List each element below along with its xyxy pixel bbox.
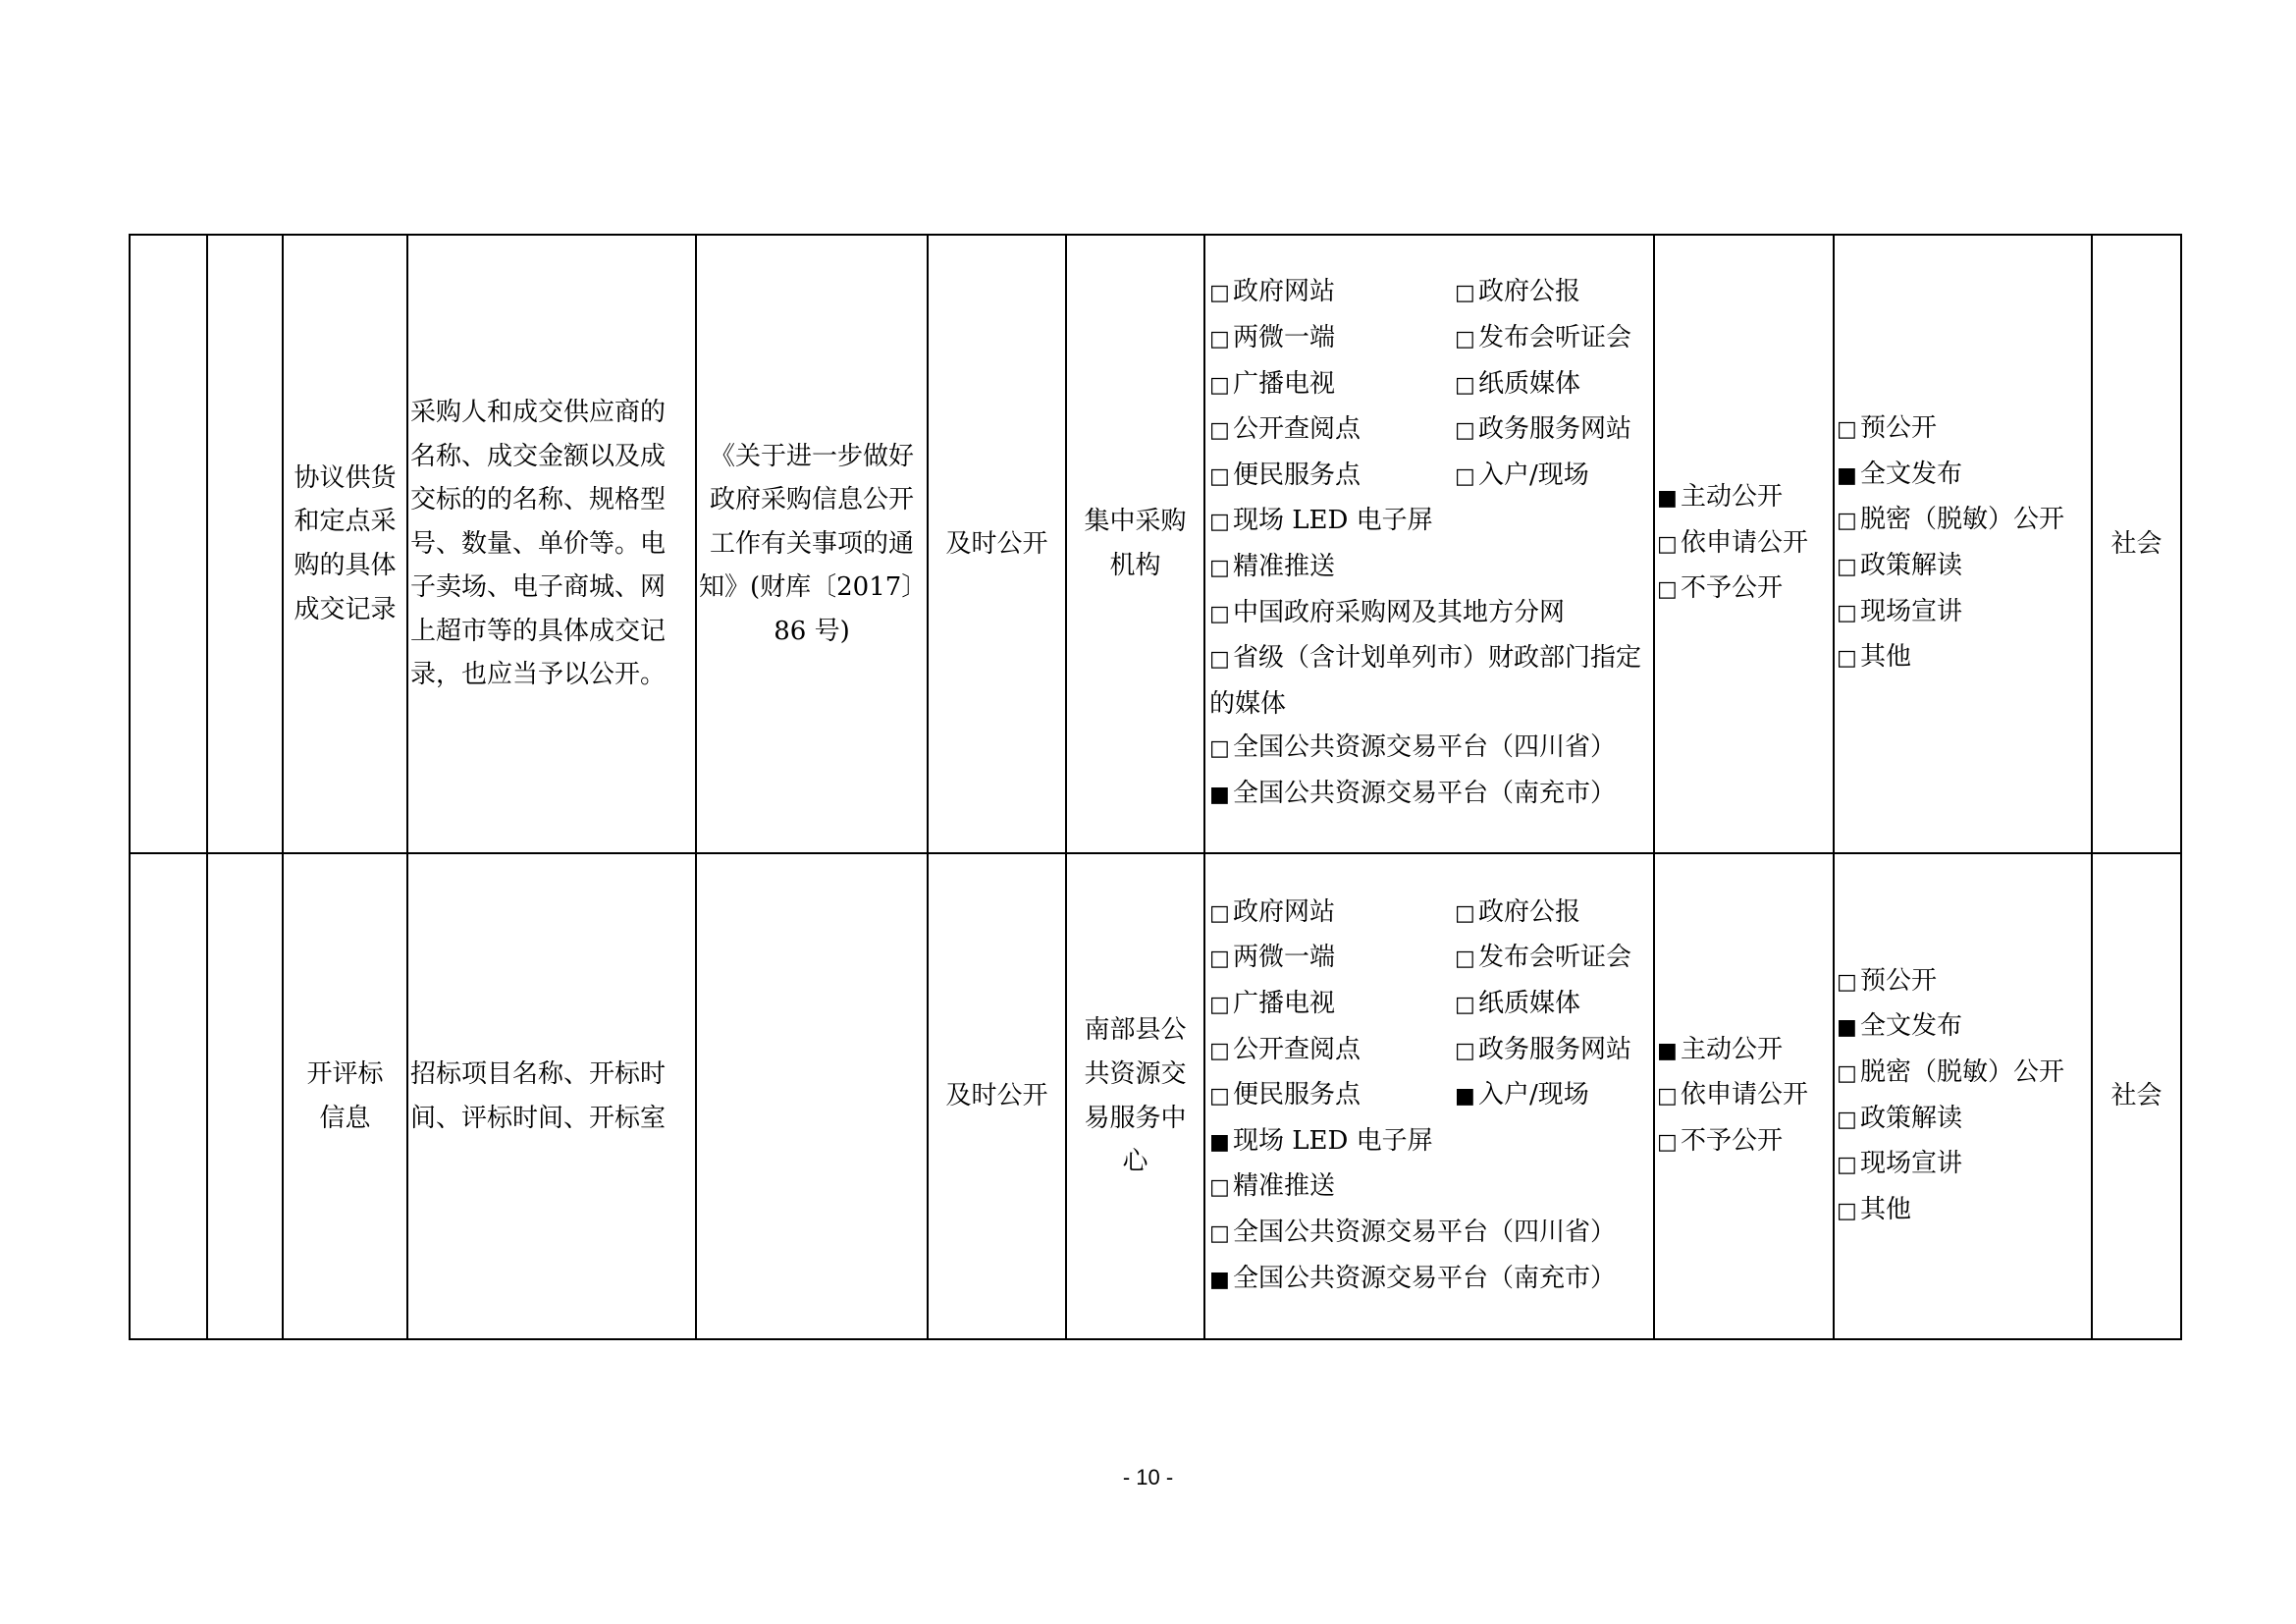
item-cell-line: 成交记录 <box>294 594 397 624</box>
unchecked-box-icon: □ <box>1837 1107 1857 1132</box>
checkbox-option <box>1455 316 1651 362</box>
checkbox-option <box>1837 959 2089 1005</box>
checkbox-option <box>1209 1119 1651 1165</box>
checkbox-option <box>1455 362 1651 408</box>
option-label: 发布会听证会 <box>1478 943 1632 973</box>
unchecked-box-icon: □ <box>1837 1198 1857 1223</box>
option-label: 政务服务网站 <box>1478 1034 1632 1064</box>
unchecked-box-icon: □ <box>1455 418 1475 444</box>
unchecked-box-icon: □ <box>1455 372 1475 398</box>
checkbox-option <box>1209 1257 1651 1303</box>
checkbox-option <box>1209 982 1455 1028</box>
channels-cell <box>1204 853 1654 1339</box>
disclosure-table <box>129 234 2182 1340</box>
option-label: 政府公报 <box>1478 896 1581 927</box>
item-cell-line: 信息 <box>319 1103 371 1133</box>
checkbox-option <box>1657 1073 1831 1119</box>
option-label: 政策解读 <box>1860 551 1963 580</box>
option-label: 全文发布 <box>1860 459 1963 489</box>
content-cell-line: 采购人和成交供应商的 <box>410 397 667 427</box>
content-cell-line: 间、评标时间、开标室 <box>410 1103 667 1133</box>
content-cell-line: 子卖场、电子商城、网 <box>410 572 667 603</box>
unchecked-box-icon: □ <box>1657 1129 1678 1155</box>
unchecked-box-icon: □ <box>1837 555 1857 579</box>
mode-cell-list <box>1657 475 1831 613</box>
checkbox-option <box>1837 406 2089 453</box>
subcategory-cell <box>207 235 283 853</box>
option-label: 依申请公开 <box>1681 1080 1809 1110</box>
mode-cell <box>1654 235 1834 853</box>
unchecked-box-icon: □ <box>1455 900 1475 926</box>
checkbox-option <box>1209 726 1651 772</box>
checkbox-option <box>1455 407 1651 454</box>
unchecked-box-icon: □ <box>1455 947 1475 972</box>
option-label: 主动公开 <box>1681 482 1784 513</box>
checked-box-icon: ■ <box>1209 1267 1230 1292</box>
checkbox-option <box>1209 1073 1455 1119</box>
unchecked-box-icon: □ <box>1209 463 1230 489</box>
content-cell-line: 名称、成交金额以及成 <box>410 441 667 471</box>
unchecked-box-icon: □ <box>1209 327 1230 352</box>
table-row <box>130 853 2181 1339</box>
option-label: 其他 <box>1860 1194 1912 1224</box>
checkbox-option <box>1455 270 1651 316</box>
option-label: 全文发布 <box>1860 1011 1963 1042</box>
unchecked-box-icon: □ <box>1837 646 1857 672</box>
checkbox-option <box>1657 567 1831 613</box>
option-label: 政府网站 <box>1233 896 1336 927</box>
subject-cell-line: 机构 <box>1109 551 1161 580</box>
unchecked-box-icon: □ <box>1209 1175 1230 1201</box>
option-label: 政策解读 <box>1860 1103 1963 1133</box>
option-label: 广播电视 <box>1233 989 1336 1019</box>
checkbox-option <box>1209 891 1455 937</box>
option-label: 不予公开 <box>1681 1125 1784 1156</box>
checkbox-option <box>1209 1028 1455 1074</box>
option-label: 脱密（脱敏）公开 <box>1860 505 2065 535</box>
content-cell-line: 交标的的名称、规格型 <box>410 485 667 515</box>
checkbox-option <box>1837 544 2089 590</box>
subject-cell-line: 南部县公 <box>1084 1015 1187 1046</box>
unchecked-box-icon: □ <box>1209 1084 1230 1110</box>
checkbox-option <box>1209 270 1455 316</box>
option-label: 脱密（脱敏）公开 <box>1860 1056 2065 1087</box>
checked-box-icon: ■ <box>1209 1129 1230 1155</box>
form-cell-list <box>1837 959 2089 1234</box>
item-cell-line: 和定点采 <box>294 507 397 537</box>
checkbox-option <box>1209 1211 1651 1257</box>
option-label: 公开查阅点 <box>1233 414 1362 445</box>
subject-cell <box>1066 235 1204 853</box>
subject-cell-line: 心 <box>1122 1147 1148 1177</box>
option-label: 全国公共资源交易平台（南充市） <box>1233 1263 1617 1293</box>
checkbox-option <box>1837 453 2089 499</box>
content-cell-line: 录，也应当予以公开。 <box>410 660 667 690</box>
channels-cell-list <box>1207 270 1651 817</box>
checkbox-option <box>1455 936 1651 982</box>
checkbox-option <box>1455 454 1651 500</box>
content-cell-line: 上超市等的具体成交记 <box>410 616 667 646</box>
unchecked-box-icon: □ <box>1209 281 1230 306</box>
timing-cell-line: 及时公开 <box>945 1081 1048 1111</box>
unchecked-box-icon: □ <box>1209 736 1230 762</box>
item-cell-line: 开评标 <box>306 1058 384 1089</box>
subject-cell-line: 共资源交 <box>1084 1058 1187 1089</box>
checkbox-option <box>1209 362 1455 408</box>
subject-cell <box>1066 853 1204 1339</box>
unchecked-box-icon: □ <box>1837 1060 1857 1086</box>
checkbox-option <box>1209 454 1455 500</box>
checkbox-option <box>1209 1164 1651 1211</box>
unchecked-box-icon: □ <box>1837 969 1857 995</box>
option-label: 政府公报 <box>1478 277 1581 307</box>
unchecked-box-icon: □ <box>1209 556 1230 580</box>
mode-cell <box>1654 853 1834 1339</box>
checkbox-option <box>1837 1097 2089 1143</box>
option-label: 便民服务点 <box>1233 1080 1362 1110</box>
item-cell-line: 协议供货 <box>294 462 397 493</box>
option-label: 便民服务点 <box>1233 460 1362 490</box>
option-label: 预公开 <box>1860 413 1938 444</box>
unchecked-box-icon: □ <box>1209 510 1230 535</box>
checkbox-option <box>1837 590 2089 636</box>
option-label: 精准推送 <box>1233 1171 1336 1202</box>
option-label: 不予公开 <box>1681 573 1784 604</box>
option-label: 政府网站 <box>1233 277 1336 307</box>
unchecked-box-icon: □ <box>1209 601 1230 626</box>
form-cell-list <box>1837 406 2089 681</box>
unchecked-box-icon: □ <box>1209 647 1230 673</box>
option-label: 预公开 <box>1860 965 1938 996</box>
checkbox-option <box>1837 1142 2089 1188</box>
unchecked-box-icon: □ <box>1209 372 1230 398</box>
checkbox-option <box>1837 635 2089 681</box>
option-label: 公开查阅点 <box>1233 1034 1362 1064</box>
unchecked-box-icon: □ <box>1837 1153 1857 1178</box>
subject-cell-line: 易服务中 <box>1084 1103 1187 1133</box>
option-label: 现场宣讲 <box>1860 596 1963 626</box>
checkbox-option <box>1657 521 1831 568</box>
checkbox-option <box>1455 1073 1651 1119</box>
checkbox-option <box>1209 499 1651 545</box>
item-cell <box>283 853 407 1339</box>
checkbox-option <box>1455 1028 1651 1074</box>
checkbox-option <box>1837 498 2089 544</box>
option-label: 中国政府采购网及其地方分网 <box>1233 597 1566 627</box>
unchecked-box-icon: □ <box>1455 993 1475 1018</box>
basis-cell-line: 86 号) <box>774 616 850 646</box>
checkbox-option <box>1209 772 1651 818</box>
unchecked-box-icon: □ <box>1209 418 1230 444</box>
checkbox-option <box>1209 407 1455 454</box>
checkbox-option <box>1455 982 1651 1028</box>
unchecked-box-icon: □ <box>1455 1038 1475 1063</box>
form-cell <box>1834 235 2092 853</box>
checkbox-option <box>1209 316 1455 362</box>
option-label: 政务服务网站 <box>1478 414 1632 445</box>
form-cell <box>1834 853 2092 1339</box>
mode-cell-list <box>1657 1028 1831 1165</box>
unchecked-box-icon: □ <box>1657 531 1678 557</box>
option-label: 依申请公开 <box>1681 527 1809 558</box>
item-cell-line: 购的具体 <box>294 551 397 580</box>
option-label: 全国公共资源交易平台（南充市） <box>1233 778 1617 808</box>
page-number: - 10 - <box>1122 1465 1174 1489</box>
content-cell <box>407 853 696 1339</box>
checkbox-option <box>1209 545 1651 591</box>
unchecked-box-icon: □ <box>1209 947 1230 972</box>
option-label: 精准推送 <box>1233 552 1336 581</box>
option-label: 广播电视 <box>1233 368 1336 399</box>
unchecked-box-icon: □ <box>1455 281 1475 306</box>
checkbox-option <box>1209 936 1455 982</box>
audience-cell-line: 社会 <box>2110 528 2163 559</box>
unchecked-box-icon: □ <box>1837 417 1857 443</box>
audience-cell <box>2092 235 2181 853</box>
option-label: 入户/现场 <box>1478 1080 1589 1110</box>
option-label: 纸质媒体 <box>1478 989 1581 1019</box>
item-cell <box>283 235 407 853</box>
option-label: 现场 LED 电子屏 <box>1233 1125 1433 1156</box>
unchecked-box-icon: □ <box>1657 1084 1678 1110</box>
checked-box-icon: ■ <box>1657 1038 1678 1063</box>
unchecked-box-icon: □ <box>1209 1038 1230 1063</box>
category-cell <box>130 853 207 1339</box>
basis-cell-line: 政府采购信息公开 <box>709 485 914 515</box>
unchecked-box-icon: □ <box>1209 1220 1230 1246</box>
checked-box-icon: ■ <box>1837 462 1857 488</box>
option-label: 主动公开 <box>1681 1034 1784 1064</box>
basis-cell-line: 工作有关事项的通 <box>709 528 914 559</box>
basis-cell <box>696 235 928 853</box>
category-cell <box>130 235 207 853</box>
option-label: 其他 <box>1860 642 1912 673</box>
option-label: 全国公共资源交易平台（四川省） <box>1233 1217 1617 1247</box>
unchecked-box-icon: □ <box>1455 327 1475 352</box>
checked-box-icon: ■ <box>1837 1015 1857 1041</box>
audience-cell-line: 社会 <box>2110 1081 2163 1111</box>
option-label: 两微一端 <box>1233 943 1336 973</box>
checkbox-option <box>1837 1051 2089 1097</box>
checkbox-option <box>1657 475 1831 521</box>
timing-cell <box>928 235 1066 853</box>
unchecked-box-icon: □ <box>1209 993 1230 1018</box>
content-cell <box>407 235 696 853</box>
option-label: 现场 LED 电子屏 <box>1233 506 1433 536</box>
subcategory-cell <box>207 853 283 1339</box>
checked-box-icon: ■ <box>1657 486 1678 512</box>
checkbox-option <box>1837 1004 2089 1051</box>
channels-cell-list <box>1207 891 1651 1302</box>
unchecked-box-icon: □ <box>1837 509 1857 534</box>
timing-cell <box>928 853 1066 1339</box>
checkbox-option <box>1837 1188 2089 1234</box>
checkbox-option <box>1657 1028 1831 1074</box>
checkbox-option <box>1209 636 1651 726</box>
subject-cell-line: 集中采购 <box>1084 507 1187 537</box>
content-cell-line: 招标项目名称、开标时 <box>410 1058 667 1089</box>
option-label: 入户/现场 <box>1478 460 1589 490</box>
option-label: 全国公共资源交易平台（四川省） <box>1233 732 1617 763</box>
option-label: 发布会听证会 <box>1478 323 1632 353</box>
option-label: 纸质媒体 <box>1478 368 1581 399</box>
table-row <box>130 235 2181 853</box>
basis-cell-line: 知》(财库〔2017〕 <box>699 572 928 603</box>
checkbox-option <box>1657 1119 1831 1165</box>
option-label: 省级（含计划单列市）财政部门指定的媒体 <box>1209 643 1642 719</box>
unchecked-box-icon: □ <box>1657 577 1678 603</box>
option-label: 现场宣讲 <box>1860 1149 1963 1179</box>
unchecked-box-icon: □ <box>1837 600 1857 625</box>
unchecked-box-icon: □ <box>1209 900 1230 926</box>
audience-cell <box>2092 853 2181 1339</box>
checked-box-icon: ■ <box>1209 782 1230 807</box>
basis-cell <box>696 853 928 1339</box>
checkbox-option <box>1209 591 1651 637</box>
checked-box-icon: ■ <box>1455 1084 1475 1110</box>
channels-cell <box>1204 235 1654 853</box>
checkbox-option <box>1455 891 1651 937</box>
basis-cell-line: 《关于进一步做好 <box>709 441 914 471</box>
timing-cell-line: 及时公开 <box>945 528 1048 559</box>
content-cell-line: 号、数量、单价等。电 <box>410 528 667 559</box>
unchecked-box-icon: □ <box>1455 463 1475 489</box>
option-label: 两微一端 <box>1233 323 1336 353</box>
